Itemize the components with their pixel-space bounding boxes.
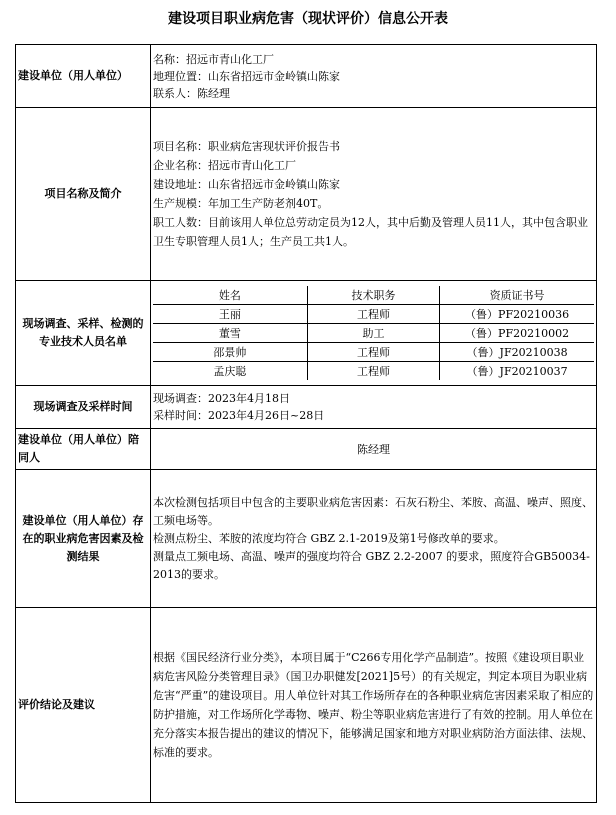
- project-scale: 生产规模：年加工生产防老剂40T。: [153, 197, 329, 210]
- survey-row: [16, 386, 597, 429]
- survey-investigation: 现场调查：2023年4月18日: [153, 392, 290, 405]
- table-row: [153, 362, 594, 381]
- member-cert: （鲁）PF20210002: [440, 324, 594, 343]
- project-row: [16, 108, 597, 281]
- hazards-row: [16, 470, 597, 608]
- unit-row: [16, 45, 597, 108]
- survey-label: 现场调查及采样时间: [16, 386, 151, 429]
- project-company: 企业名称：招远市青山化工厂: [153, 159, 296, 172]
- hazards-content: [151, 470, 597, 608]
- team-row: [16, 281, 597, 386]
- survey-sampling: 采样时间：2023年4月26日~28日: [153, 409, 325, 422]
- member-cert: （鲁）PF20210036: [440, 305, 594, 324]
- team-table: [153, 286, 594, 380]
- project-address: 建设地址：山东省招远市金岭镇山陈家: [153, 178, 340, 191]
- team-header-title: 技术职务: [307, 286, 439, 305]
- unit-label: 建设单位（用人单位）: [16, 45, 151, 108]
- unit-name: 名称：招远市青山化工厂: [153, 52, 274, 66]
- team-header-row: [153, 286, 594, 305]
- unit-contact: 联系人：陈经理: [153, 86, 230, 100]
- member-title: 工程师: [307, 343, 439, 362]
- team-label: 现场调查、采样、检测的专业技术人员名单: [16, 281, 151, 386]
- hazards-label: 建设单位（用人单位）存在的职业病危害因素及检测结果: [16, 470, 151, 608]
- team-header-name: 姓名: [153, 286, 307, 305]
- hazards-physical-result: 测量点工频电场、高温、噪声的强度均符合 GBZ 2.2-2007 的要求，照度符合GB50034-2013的要求。: [153, 549, 590, 581]
- unit-location: 地理位置：山东省招远市金岭镇山陈家: [153, 69, 340, 83]
- document-title: 建设项目职业病危害（现状评价）信息公开表: [168, 11, 448, 27]
- escort-value: 陈经理: [151, 429, 597, 470]
- team-header-cert: 资质证书号: [440, 286, 594, 305]
- member-name: 邵景帅: [153, 343, 307, 362]
- member-name: 王丽: [153, 305, 307, 324]
- team-content: [151, 281, 597, 386]
- info-table: [15, 44, 597, 803]
- conclusion-text: 根据《国民经济行业分类》，本项目属于“C266专用化学产品制造”。按照《建设项目职业病危害风险分类管理目录》（国卫办职健发[2021]5号）的有关规定，判定本项目为职业病危害“严重”的建设项目。用人单位针对其工作场所存在的各种职业病危害因素采取了相应的防护措施，对工作场所化学毒物、噪声、粉尘等职业病危害进行了有效的控制。用人单位在充分落实本报告提出的建议的情况下，能够满足国家和地方对职业病防治方面法律、法规、标准的要求。: [151, 608, 597, 803]
- project-staff: 职工人数：目前该用人单位总劳动定员为12人，其中后勤及管理人员11人，其中包含职业卫生专职管理人员1人；生产员工共1人。: [153, 216, 588, 248]
- escort-label: 建设单位（用人单位）陪同人: [16, 429, 151, 470]
- hazards-dust-result: 检测点粉尘、苯胺的浓度均符合 GBZ 2.1-2019及第1号修改单的要求。: [153, 531, 505, 545]
- hazards-factors: 本次检测包括项目中包含的主要职业病危害因素：石灰石粉尘、苯胺、高温、噪声、照度、工频电场等。: [153, 495, 593, 527]
- member-cert: （鲁）JF20210038: [440, 343, 594, 362]
- conclusion-label: 评价结论及建议: [16, 608, 151, 803]
- table-row: [153, 324, 594, 343]
- member-title: 助工: [307, 324, 439, 343]
- unit-content: [151, 45, 597, 108]
- conclusion-row: [16, 608, 597, 803]
- table-row: [153, 343, 594, 362]
- member-cert: （鲁）JF20210037: [440, 362, 594, 381]
- member-title: 工程师: [307, 362, 439, 381]
- member-name: 董雪: [153, 324, 307, 343]
- table-row: [153, 305, 594, 324]
- project-content: [151, 108, 597, 281]
- member-title: 工程师: [307, 305, 439, 324]
- member-name: 孟庆聪: [153, 362, 307, 381]
- survey-content: [151, 386, 597, 429]
- escort-row: [16, 429, 597, 470]
- project-label: 项目名称及简介: [16, 108, 151, 281]
- project-name: 项目名称：职业病危害现状评价报告书: [153, 140, 340, 153]
